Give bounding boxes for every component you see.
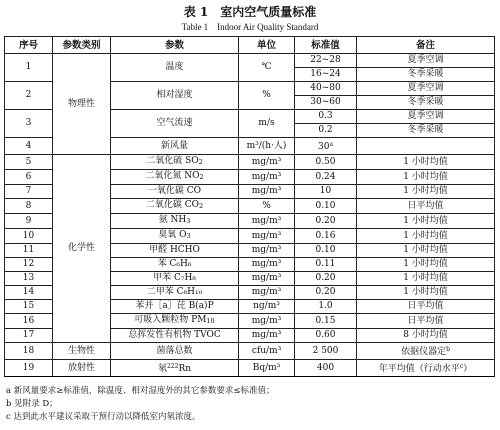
parameter-name bbox=[111, 258, 239, 272]
value-text: 16~24 bbox=[310, 69, 341, 79]
remark bbox=[357, 314, 495, 329]
superscript: 222 bbox=[166, 363, 179, 370]
row-number: 10 bbox=[5, 229, 53, 244]
subscript: 3 bbox=[186, 232, 191, 240]
parameter-name bbox=[111, 214, 239, 229]
parameter-name bbox=[111, 54, 239, 82]
subscript: 2 bbox=[199, 173, 204, 181]
header-standard-value: 标准值 bbox=[295, 37, 357, 54]
parameter-label: 二氧化硫 SO bbox=[146, 156, 199, 166]
remark-text: 日平均值 bbox=[407, 301, 444, 311]
row-number: 1 bbox=[5, 54, 53, 82]
remark bbox=[357, 96, 495, 110]
row-number: 8 bbox=[5, 199, 53, 214]
footnote-a: a 新风量要求≥标准值，除温度、相对湿度外的其它参数要求≤标准值； bbox=[6, 386, 275, 396]
standard-value bbox=[295, 329, 357, 343]
row-number: 13 bbox=[5, 272, 53, 286]
value-text: 400 bbox=[316, 362, 335, 373]
unit: mg/m³ bbox=[239, 329, 295, 343]
row-number: 3 bbox=[5, 110, 53, 138]
value-text: 2 500 bbox=[312, 345, 339, 356]
standard-value bbox=[295, 300, 357, 314]
row-number: 19 bbox=[5, 360, 53, 377]
remark bbox=[357, 272, 495, 286]
remark bbox=[357, 343, 495, 360]
remark bbox=[357, 199, 495, 214]
standard-value bbox=[295, 124, 357, 138]
parameter-label: 氨 NH bbox=[158, 215, 187, 225]
parameter-name bbox=[111, 170, 239, 185]
row-number: 2 bbox=[5, 82, 53, 110]
row-number: 6 bbox=[5, 170, 53, 185]
row-number: 9 bbox=[5, 214, 53, 229]
standard-value bbox=[295, 185, 357, 199]
unit: m³/(h·人) bbox=[239, 138, 295, 155]
standard-value bbox=[295, 170, 357, 185]
value-text: 22~28 bbox=[310, 55, 341, 65]
unit: mg/m³ bbox=[239, 244, 295, 258]
parameter-name bbox=[111, 272, 239, 286]
standard-value bbox=[295, 54, 357, 68]
remark-text: 夏季空调 bbox=[407, 111, 444, 121]
parameter-name bbox=[111, 229, 239, 244]
parameter-name bbox=[111, 155, 239, 170]
footnotes bbox=[6, 385, 494, 424]
parameter-label: 二氧化氮 NO bbox=[145, 171, 200, 181]
remark-text: 冬季采暖 bbox=[407, 125, 444, 135]
remark-text: 1 小时均值 bbox=[403, 156, 448, 167]
remark bbox=[357, 110, 495, 124]
footnote-c: c 达到此水平建议采取干预行动以降低室内氡浓度。 bbox=[6, 412, 201, 422]
remark-text: 冬季采暖 bbox=[407, 97, 444, 107]
parameter-label: 氡 bbox=[157, 364, 167, 374]
subscript: 10 bbox=[206, 317, 215, 325]
row-number: 11 bbox=[5, 244, 53, 258]
remark-text: 夏季空调 bbox=[407, 55, 444, 65]
value-text: 30~60 bbox=[310, 97, 341, 107]
remark-text: 1 小时均值 bbox=[403, 287, 448, 297]
row-number: 17 bbox=[5, 329, 53, 343]
superscript: b bbox=[446, 346, 450, 353]
parameter-label: 空气流速 bbox=[156, 118, 193, 128]
header-remarks: 备注 bbox=[357, 37, 495, 54]
header-row bbox=[5, 37, 495, 54]
parameter-name bbox=[111, 244, 239, 258]
value-text: 30 bbox=[317, 142, 330, 152]
remark bbox=[357, 360, 495, 377]
table-row bbox=[5, 343, 495, 360]
remark bbox=[357, 124, 495, 138]
unit: Bq/m³ bbox=[239, 360, 295, 377]
unit: mg/m³ bbox=[239, 272, 295, 286]
value-text: 0.3 bbox=[318, 111, 333, 121]
subscript: 2 bbox=[199, 202, 204, 210]
unit: mg/m³ bbox=[239, 214, 295, 229]
unit: mg/m³ bbox=[239, 229, 295, 244]
remark-text: 日平均值 bbox=[407, 200, 444, 211]
air-quality-table bbox=[4, 36, 495, 377]
table-body bbox=[5, 54, 495, 377]
parameter-name bbox=[111, 329, 239, 343]
category-physical: 物理性 bbox=[53, 54, 111, 155]
parameter-name bbox=[111, 286, 239, 300]
remark-text: 1 小时均值 bbox=[403, 259, 448, 269]
parameter-label: 臭氧 O bbox=[158, 230, 187, 240]
unit: mg/m³ bbox=[239, 155, 295, 170]
parameter-label: 甲醛 HCHO bbox=[149, 245, 200, 255]
row-number: 4 bbox=[5, 138, 53, 155]
parameter-name bbox=[111, 110, 239, 138]
category-chemical: 化学性 bbox=[53, 155, 111, 343]
parameter-label: 相对湿度 bbox=[156, 90, 193, 100]
parameter-name bbox=[111, 343, 239, 360]
row-number: 15 bbox=[5, 300, 53, 314]
value-text: 0.11 bbox=[315, 259, 336, 269]
standard-value bbox=[295, 82, 357, 96]
remark bbox=[357, 286, 495, 300]
value-text: 0.10 bbox=[315, 245, 336, 255]
parameter-name bbox=[111, 199, 239, 214]
remark bbox=[357, 185, 495, 199]
remark bbox=[357, 138, 495, 155]
table-row bbox=[5, 360, 495, 377]
value-text: 10 bbox=[319, 186, 332, 196]
remark bbox=[357, 300, 495, 314]
row-number: 12 bbox=[5, 258, 53, 272]
table-row bbox=[5, 155, 495, 170]
standard-value bbox=[295, 258, 357, 272]
remark-text: 8 小时均值 bbox=[403, 330, 448, 340]
parameter-label: 二甲苯 C₈H₁₀ bbox=[146, 287, 203, 297]
parameter-label: 甲苯 C₇H₈ bbox=[153, 273, 196, 283]
remark bbox=[357, 214, 495, 229]
header-parameter: 参数 bbox=[111, 37, 239, 54]
remark-text: 冬季采暖 bbox=[407, 69, 444, 79]
value-text: 0.20 bbox=[315, 287, 336, 297]
value-text: 0.2 bbox=[318, 125, 333, 135]
remark bbox=[357, 82, 495, 96]
value-text: 40~80 bbox=[310, 83, 341, 93]
standard-value bbox=[295, 343, 357, 360]
row-number: 14 bbox=[5, 286, 53, 300]
table-title: 表 1 室内空气质量标准 bbox=[183, 5, 317, 19]
remark-text: 依据仪器定 bbox=[401, 347, 447, 357]
row-number: 18 bbox=[5, 343, 53, 360]
parameter-label: 二氧化碳 CO bbox=[145, 200, 199, 210]
row-number: 5 bbox=[5, 155, 53, 170]
parameter-label: 一氧化碳 CO bbox=[147, 186, 202, 196]
unit: mg/m³ bbox=[239, 314, 295, 329]
row-number: 7 bbox=[5, 185, 53, 199]
remark-text: 1 小时均值 bbox=[403, 215, 448, 226]
standard-value bbox=[295, 229, 357, 244]
unit: mg/m³ bbox=[239, 185, 295, 199]
superscript: c bbox=[459, 363, 464, 370]
parameter-name bbox=[111, 360, 239, 377]
unit: % bbox=[239, 82, 295, 110]
remark-text: 夏季空调 bbox=[407, 83, 444, 93]
standard-value bbox=[295, 286, 357, 300]
parameter-name bbox=[111, 185, 239, 199]
standard-value bbox=[295, 199, 357, 214]
remark bbox=[357, 68, 495, 82]
standard-value bbox=[295, 138, 357, 155]
footnote-b: b 见附录 D； bbox=[6, 399, 58, 409]
value-text: 0.50 bbox=[315, 156, 336, 167]
parameter-name bbox=[111, 138, 239, 155]
standard-value bbox=[295, 272, 357, 286]
subscript: 3 bbox=[186, 217, 191, 225]
standard-value bbox=[295, 214, 357, 229]
standard-value bbox=[295, 155, 357, 170]
value-text: 0.20 bbox=[315, 273, 336, 283]
remark-text: 1 小时均值 bbox=[403, 230, 448, 241]
category-biological: 生物性 bbox=[53, 343, 111, 360]
header-unit: 单位 bbox=[239, 37, 295, 54]
remark-text: 日平均值 bbox=[407, 315, 444, 326]
value-text: 0.24 bbox=[315, 171, 336, 182]
unit: mg/m³ bbox=[239, 286, 295, 300]
header-category: 参数类别 bbox=[53, 37, 111, 54]
value-text: 1.0 bbox=[318, 301, 333, 311]
unit: ℃ bbox=[239, 54, 295, 82]
table-row bbox=[5, 54, 495, 68]
remark bbox=[357, 170, 495, 185]
standard-value bbox=[295, 110, 357, 124]
table-subtitle: Table 1 Indoor Air Quality Standard bbox=[181, 22, 319, 32]
unit: % bbox=[239, 199, 295, 214]
standard-value bbox=[295, 314, 357, 329]
value-text: 0.20 bbox=[315, 215, 336, 226]
text-tail: Rn bbox=[178, 364, 192, 374]
remark bbox=[357, 54, 495, 68]
value-text: 0.60 bbox=[315, 330, 336, 340]
parameter-name bbox=[111, 82, 239, 110]
remark-text: 年平均值（行动水平 bbox=[378, 364, 460, 374]
text-tail: ） bbox=[463, 364, 473, 374]
parameter-name bbox=[111, 300, 239, 314]
standard-value bbox=[295, 96, 357, 110]
parameter-label: 新风量 bbox=[160, 140, 188, 151]
parameter-label: 苯 C₆H₆ bbox=[157, 259, 192, 269]
standard-value bbox=[295, 68, 357, 82]
parameter-label: 温度 bbox=[165, 62, 184, 72]
unit: cfu/m³ bbox=[239, 343, 295, 360]
category-radioactive: 放射性 bbox=[53, 360, 111, 377]
unit: m/s bbox=[239, 110, 295, 138]
unit: mg/m³ bbox=[239, 170, 295, 185]
subscript: 2 bbox=[198, 158, 203, 166]
parameter-name bbox=[111, 314, 239, 329]
unit: ng/m³ bbox=[239, 300, 295, 314]
parameter-label: 可吸入颗粒物 PM bbox=[134, 315, 207, 325]
remark bbox=[357, 329, 495, 343]
remark bbox=[357, 244, 495, 258]
parameter-label: 总挥发性有机物 TVOC bbox=[128, 330, 221, 340]
remark-text: 1 小时均值 bbox=[403, 273, 448, 283]
value-text: 0.10 bbox=[315, 200, 336, 211]
remark-text: 1 小时均值 bbox=[403, 186, 448, 196]
superscript: a bbox=[329, 141, 334, 148]
row-number: 16 bbox=[5, 314, 53, 329]
value-text: 0.16 bbox=[315, 230, 336, 241]
parameter-label: 菌落总数 bbox=[156, 345, 193, 356]
standard-value bbox=[295, 360, 357, 377]
value-text: 0.15 bbox=[315, 315, 336, 326]
parameter-label: 苯并［a］芘 B(a)P bbox=[135, 301, 214, 311]
remark-text: 1 小时均值 bbox=[403, 171, 448, 182]
remark-text: 1 小时均值 bbox=[403, 245, 448, 255]
remark bbox=[357, 155, 495, 170]
header-no: 序号 bbox=[5, 37, 53, 54]
standard-value bbox=[295, 244, 357, 258]
remark bbox=[357, 229, 495, 244]
remark bbox=[357, 258, 495, 272]
unit: mg/m³ bbox=[239, 258, 295, 272]
